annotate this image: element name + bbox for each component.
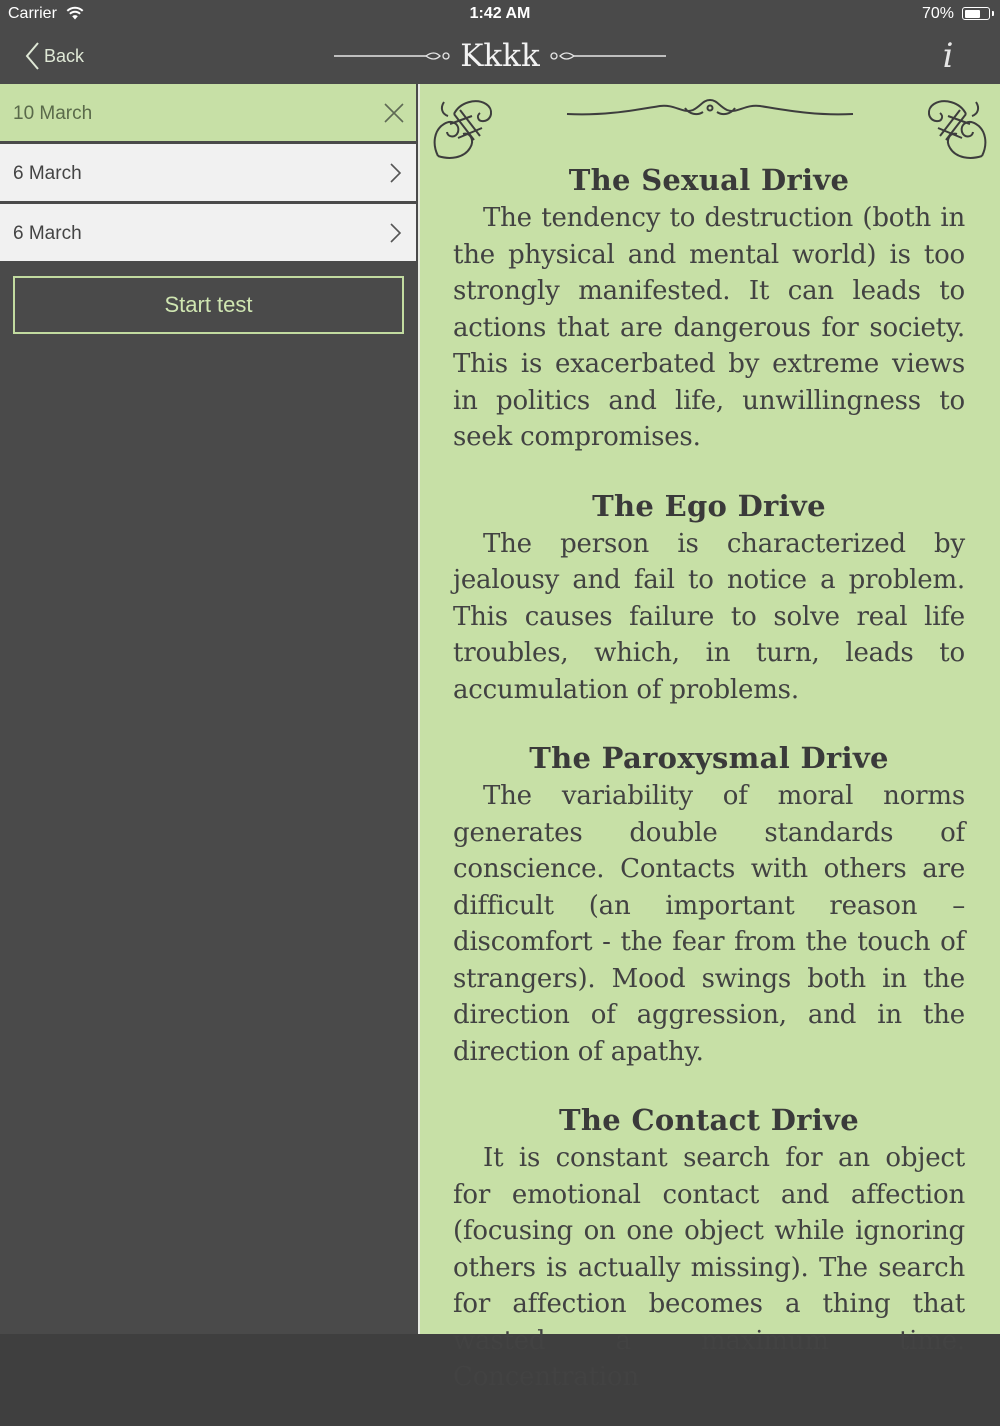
- chevron-left-icon: [24, 41, 40, 71]
- start-test-button[interactable]: Start test: [13, 276, 404, 334]
- info-button[interactable]: i: [942, 36, 954, 76]
- history-list-panel: [0, 84, 418, 1334]
- article-section: [453, 1100, 965, 1396]
- article-panel[interactable]: [420, 84, 1000, 1392]
- article-section: [453, 160, 965, 456]
- top-flourish-icon: [565, 94, 855, 124]
- chevron-right-icon: [382, 160, 406, 186]
- article-section: [453, 486, 965, 709]
- list-item[interactable]: [0, 144, 416, 201]
- corner-ornament-icon: [430, 94, 500, 164]
- section-title: The Contact Drive: [559, 1103, 859, 1137]
- section-title: The Paroxysmal Drive: [529, 741, 889, 775]
- list-item-label: 10 March: [13, 103, 93, 124]
- list-item[interactable]: [0, 84, 416, 141]
- article-body: [453, 160, 965, 1426]
- section-title: The Sexual Drive: [568, 163, 850, 197]
- status-time: 1:42 AM: [469, 5, 531, 22]
- page-title: Kkkk: [460, 38, 540, 74]
- close-icon[interactable]: [382, 100, 406, 126]
- status-bar: [0, 0, 1000, 28]
- battery-icon: [962, 7, 990, 20]
- nav-title-group: [330, 34, 670, 78]
- list-item-label: 6 March: [13, 163, 82, 184]
- back-button[interactable]: [24, 38, 84, 74]
- carrier-label: Carrier: [8, 5, 57, 22]
- section-text: The variability of moral norms generates double standards of conscience. Contacts with others are difficult (an important reason – discomfort - the fear from the touch of strangers). Mood swings both in the direction of aggression, and in the direction of apathy.: [453, 781, 965, 1067]
- navigation-bar: [0, 28, 1000, 85]
- corner-ornament-icon: [920, 94, 990, 164]
- section-text: It is constant search for an object for emotional contact and affection (focusing on one object while ignoring others is actually missing). The search for affection becomes a thing that wasted a maximum time. Concentration: [453, 1143, 965, 1392]
- right-flourish-icon: [540, 46, 670, 66]
- section-text: The tendency to destruction (both in the physical and mental world) is too strongly manifested. It can leads to actions that are dangerous for society. This is exacerbated by extreme views in politics and life, unwillingness to seek compromises.: [453, 203, 965, 452]
- battery-nub: [992, 11, 995, 16]
- back-label: Back: [44, 45, 85, 66]
- list-item[interactable]: [0, 204, 416, 261]
- section-title: The Ego Drive: [592, 488, 826, 523]
- article-section: [453, 738, 965, 1070]
- section-text: The person is characterized by jealousy and fail to notice a problem. This causes failure to solve real life troubles, which, in turn, leads to accumulation of problems.: [453, 528, 965, 705]
- battery-percent: 70%: [921, 5, 954, 22]
- battery-fill: [965, 10, 980, 18]
- list-item-label: 6 March: [13, 223, 82, 244]
- chevron-right-icon: [382, 220, 406, 246]
